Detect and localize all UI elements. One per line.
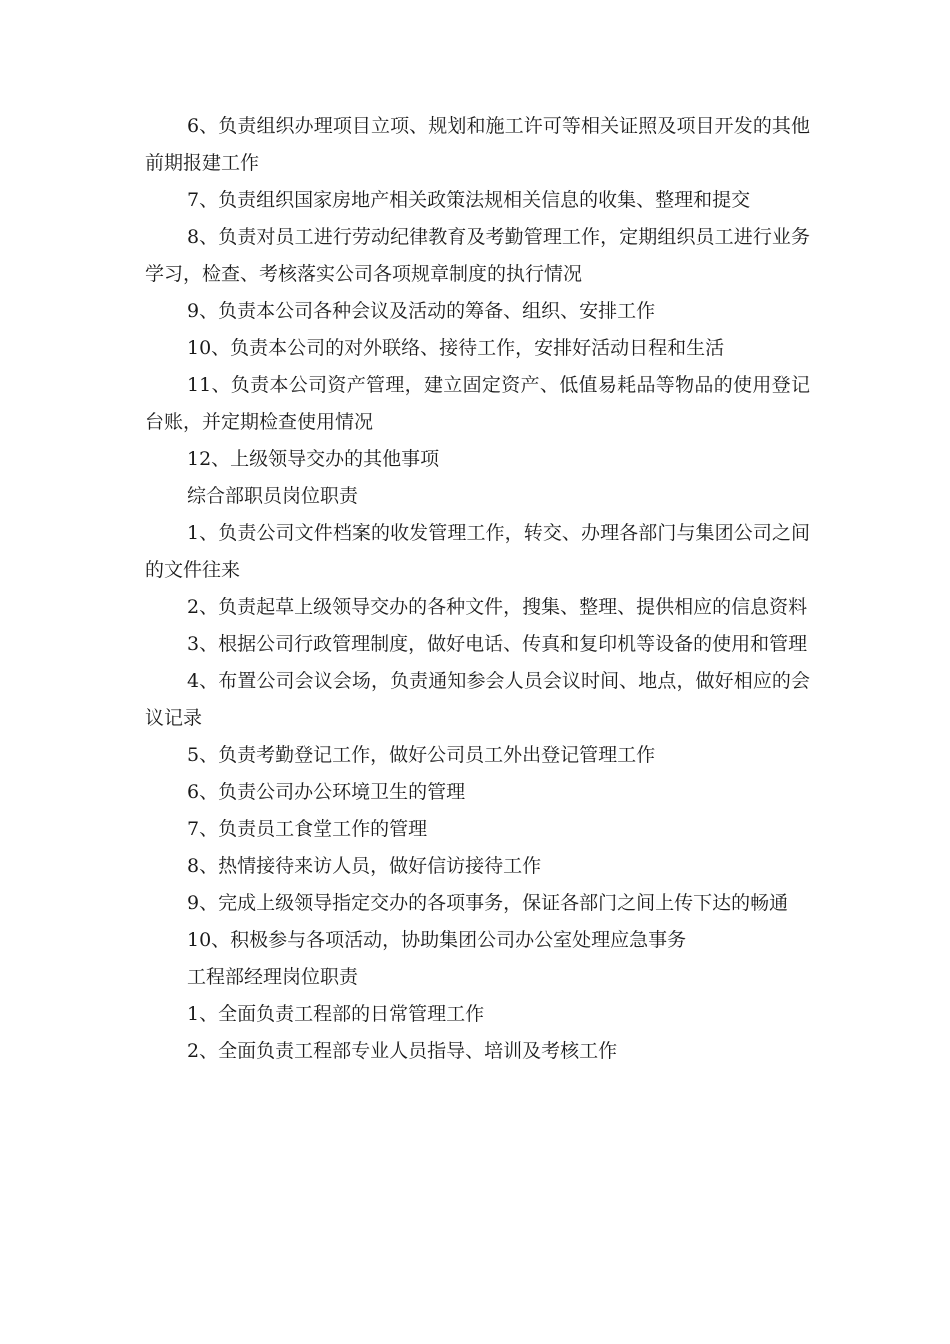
list-item: 4、布置公司会议会场，负责通知参会人员会议时间、地点，做好相应的会议记录 <box>145 670 810 729</box>
list-item: 11、负责本公司资产管理，建立固定资产、低值易耗品等物品的使用登记台账，并定期检查使用情况 <box>145 374 810 433</box>
list-item: 12、上级领导交办的其他事项 <box>187 448 440 470</box>
list-item: 7、负责组织国家房地产相关政策法规相关信息的收集、整理和提交 <box>187 189 751 211</box>
list-item: 1、负责公司文件档案的收发管理工作，转交、办理各部门与集团公司之间的文件往来 <box>145 522 810 581</box>
list-item: 2、负责起草上级领导交办的各种文件，搜集、整理、提供相应的信息资料 <box>187 596 808 618</box>
list-item: 3、根据公司行政管理制度，做好电话、传真和复印机等设备的使用和管理 <box>187 633 808 655</box>
list-item: 10、负责本公司的对外联络、接待工作，安排好活动日程和生活 <box>187 337 725 359</box>
list-item: 8、负责对员工进行劳动纪律教育及考勤管理工作，定期组织员工进行业务学习，检查、考核落实公司各项规章制度的执行情况 <box>145 226 810 285</box>
list-item: 5、负责考勤登记工作，做好公司员工外出登记管理工作 <box>187 744 656 766</box>
section-heading: 工程部经理岗位职责 <box>187 966 359 988</box>
list-item: 10、积极参与各项活动，协助集团公司办公室处理应急事务 <box>187 929 687 951</box>
list-item: 1、全面负责工程部的日常管理工作 <box>187 1003 485 1025</box>
list-item: 2、全面负责工程部专业人员指导、培训及考核工作 <box>187 1040 618 1062</box>
list-item: 9、负责本公司各种会议及活动的筹备、组织、安排工作 <box>187 300 656 322</box>
section-heading: 综合部职员岗位职责 <box>187 485 359 507</box>
document-body <box>145 108 810 1070</box>
list-item: 6、负责组织办理项目立项、规划和施工许可等相关证照及项目开发的其他前期报建工作 <box>145 115 810 174</box>
list-item: 9、完成上级领导指定交办的各项事务，保证各部门之间上传下达的畅通 <box>187 892 789 914</box>
list-item: 7、负责员工食堂工作的管理 <box>187 818 428 840</box>
list-item: 6、负责公司办公环境卫生的管理 <box>187 781 466 803</box>
list-item: 8、热情接待来访人员，做好信访接待工作 <box>187 855 542 877</box>
